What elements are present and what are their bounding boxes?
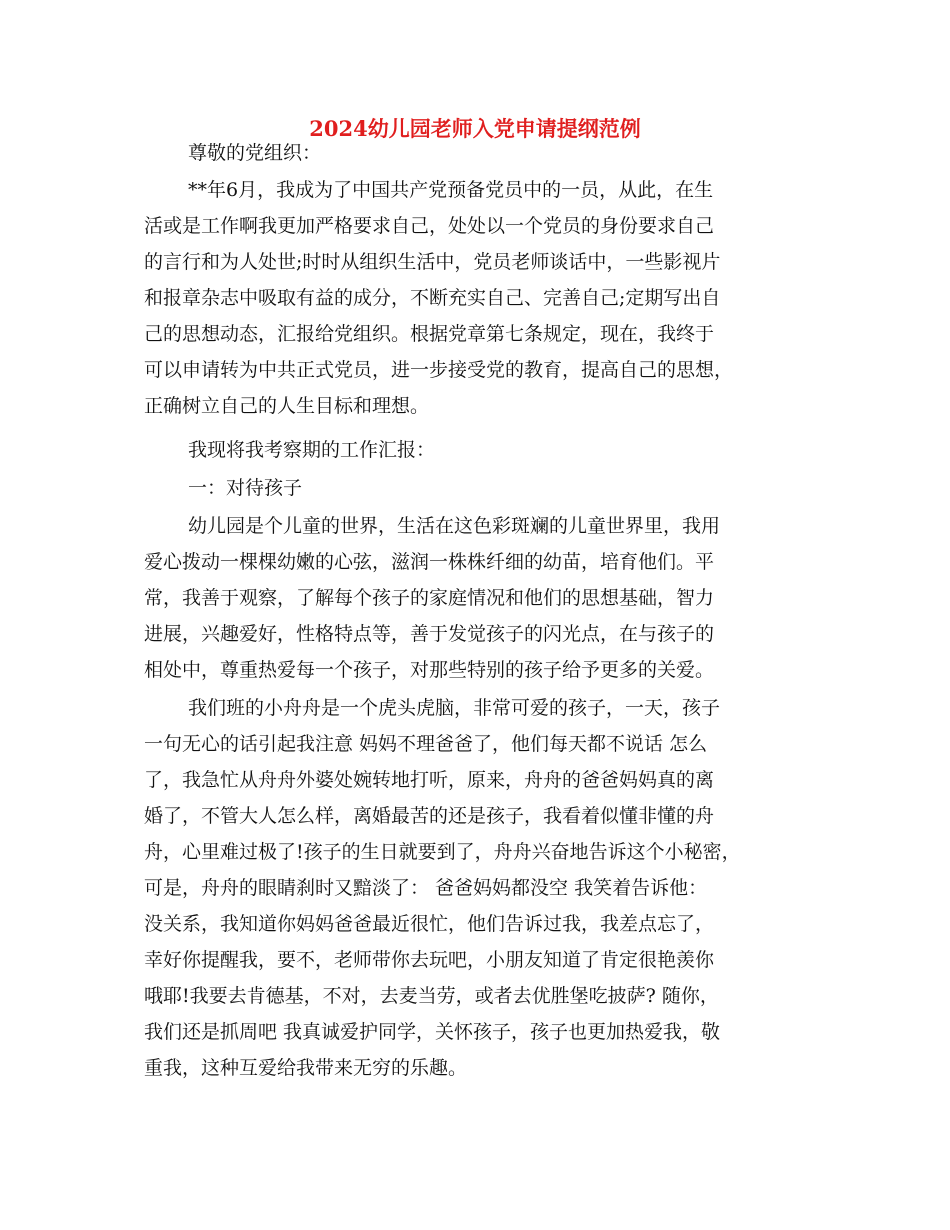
paragraph-line: 了，我急忙从舟舟外婆处婉转地打听，原来，舟舟的爸爸妈妈真的离 — [144, 769, 715, 791]
paragraph-line: 没关系，我知道你妈妈爸爸最近很忙，他们告诉过我，我差点忘了， — [144, 913, 715, 935]
paragraph-line: 爱心拨动一棵棵幼嫩的心弦，滋润一株株纤细的幼苗，培育他们。平 — [144, 551, 715, 573]
paragraph-line: 可以申请转为中共正式党员，进一步接受党的教育，提高自己的思想， — [144, 359, 734, 381]
document-title: 2024幼儿园老师入党申请提纲范例 — [309, 116, 641, 141]
paragraph-line: 常，我善于观察，了解每个孩子的家庭情况和他们的思想基础，智力 — [144, 587, 715, 609]
paragraph-line: 婚了，不管大人怎么样，离婚最苦的还是孩子，我看着似懂非懂的舟 — [144, 805, 715, 827]
section-heading: 一：对待孩子 — [188, 477, 303, 499]
paragraph-line: 相处中，尊重热爱每一个孩子，对那些特别的孩子给予更多的关爱。 — [144, 659, 715, 681]
paragraph-line: 的言行和为人处世;时时从组织生活中，党员老师谈话中，一些影视片 — [144, 251, 721, 273]
paragraph-line: 我们还是抓周吧 我真诚爱护同学，关怀孩子，孩子也更加热爱我，敬 — [144, 1021, 721, 1043]
paragraph-line: 幸好你提醒我，要不，老师带你去玩吧，小朋友知道了肯定很艳羡你 — [144, 949, 715, 971]
paragraph-line: 哦耶!我要去肯德基，不对，去麦当劳，或者去优胜堡吃披萨? 随你， — [144, 985, 719, 1007]
paragraph-line: 一句无心的话引起我注意 妈妈不理爸爸了，他们每天都不说话 怎么 — [144, 733, 708, 755]
paragraph-line: 舟，心里难过极了!孩子的生日就要到了，舟舟兴奋地告诉这个小秘密， — [144, 841, 741, 863]
paragraph-line: 幼儿园是个儿童的世界，生活在这色彩斑斓的儿童世界里，我用 — [188, 515, 721, 537]
paragraph-line: 进展，兴趣爱好，性格特点等，善于发觉孩子的闪光点，在与孩子的 — [144, 623, 715, 645]
paragraph-line: 可是，舟舟的眼睛刹时又黯淡了： 爸爸妈妈都没空 我笑着告诉他： — [144, 877, 708, 899]
paragraph-line: 正确树立自己的人生目标和理想。 — [144, 395, 430, 417]
paragraph-line: 我现将我考察期的工作汇报： — [188, 439, 436, 461]
paragraph-line: 我们班的小舟舟是一个虎头虎脑，非常可爱的孩子，一天，孩子 — [188, 697, 721, 719]
salutation: 尊敬的党组织： — [188, 142, 322, 164]
paragraph-line: 重我，这种互爱给我带来无穷的乐趣。 — [144, 1057, 468, 1079]
paragraph-line: 活或是工作啊我更加严格要求自己，处处以一个党员的身份要求自己 — [144, 215, 715, 237]
paragraph-line: **年6月，我成为了中国共产党预备党员中的一员，从此，在生 — [188, 179, 714, 201]
paragraph-line: 己的思想动态，汇报给党组织。根据党章第七条规定，现在，我终于 — [144, 323, 715, 345]
paragraph-line: 和报章杂志中吸取有益的成分，不断充实自己、完善自己;定期写出自 — [144, 287, 721, 309]
